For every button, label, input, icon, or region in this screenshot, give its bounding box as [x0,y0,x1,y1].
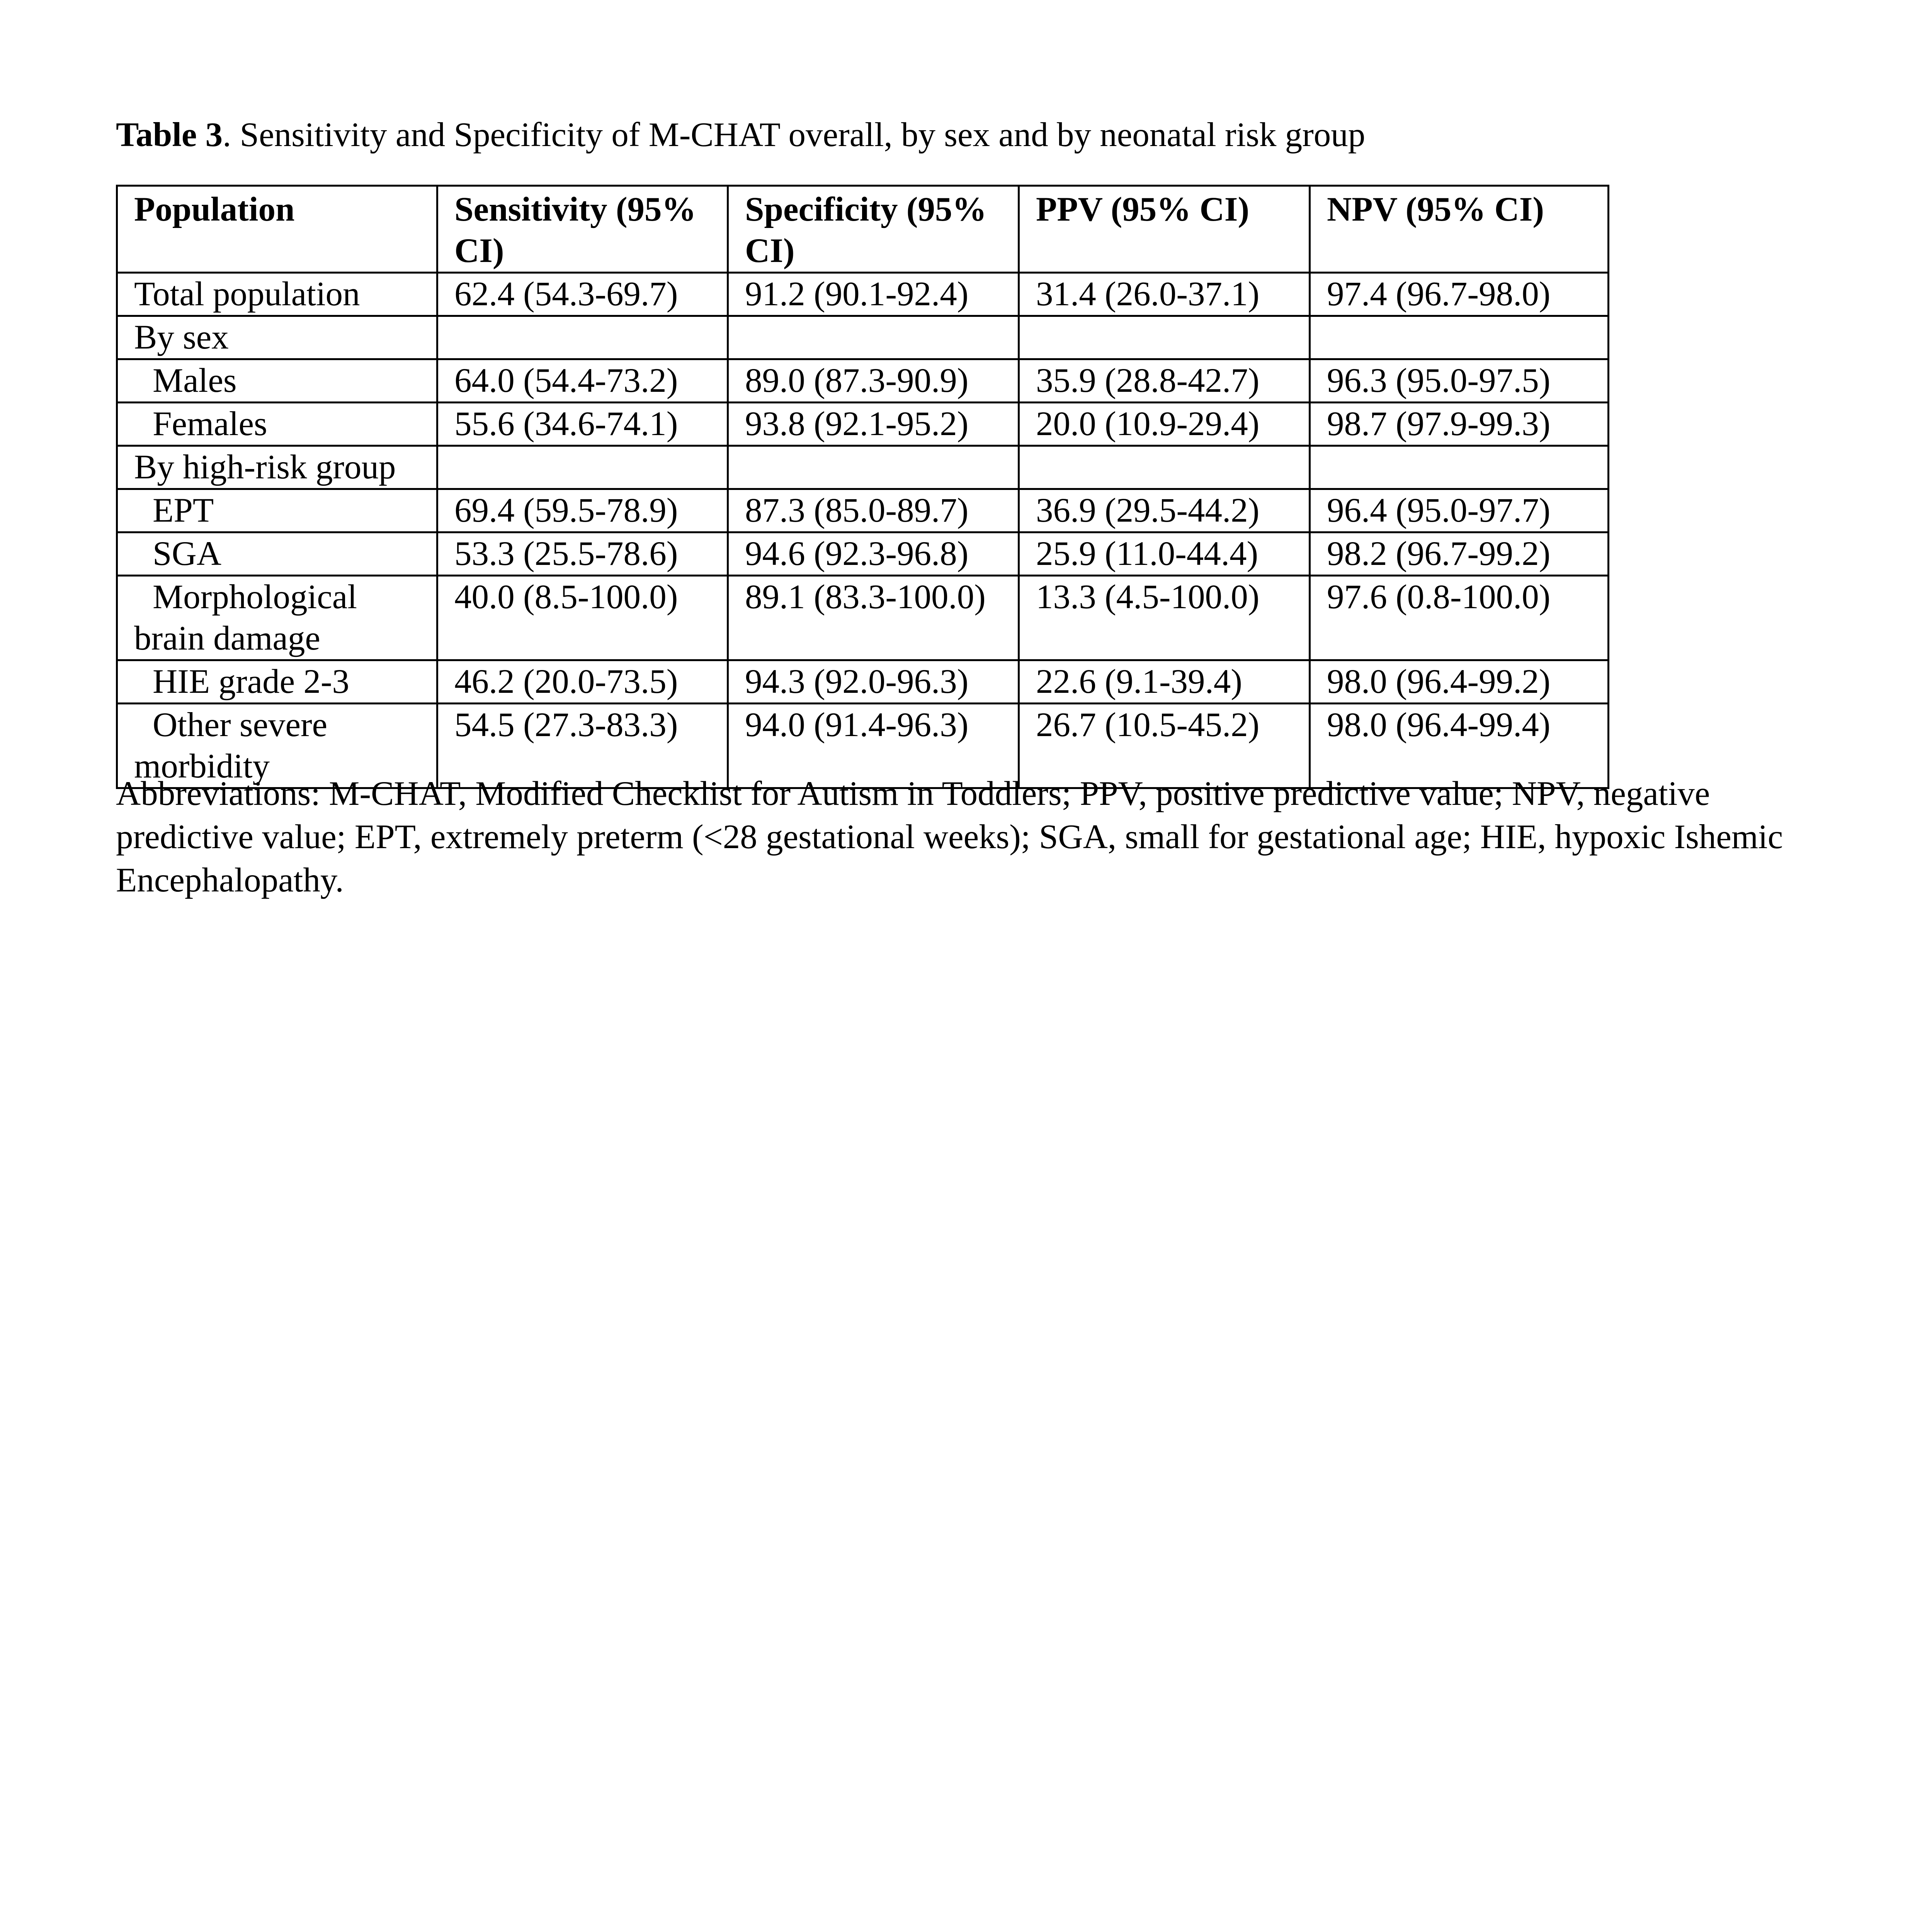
cell-sensitivity: 54.5 (27.3-83.3) [437,704,728,788]
cell-npv: 96.3 (95.0-97.5) [1310,359,1609,403]
cell-ppv: 25.9 (11.0-44.4) [1019,532,1310,576]
table-caption-text: . Sensitivity and Specificity of M-CHAT overall, by sex and by neonatal risk group [223,116,1366,154]
cell-ppv: 26.7 (10.5-45.2) [1019,704,1310,788]
row-label-by-high-risk-group: By high-risk group [117,446,437,489]
cell-specificity: 91.2 (90.1-92.4) [728,273,1019,316]
row-label-males: Males [117,359,437,403]
table-row [117,359,1609,403]
row-label-total-population: Total population [117,273,437,316]
results-table [116,185,1609,789]
row-label-morphological-brain-damage [117,576,437,660]
cell-sensitivity [437,316,728,359]
cell-sensitivity: 64.0 (54.4-73.2) [437,359,728,403]
row-label-females: Females [117,403,437,446]
cell-sensitivity: 62.4 (54.3-69.7) [437,273,728,316]
row-label-line-2: morbidity [134,747,270,785]
cell-npv [1310,316,1609,359]
row-label-ept: EPT [117,489,437,532]
table-caption [116,114,1365,156]
cell-sensitivity: 55.6 (34.6-74.1) [437,403,728,446]
cell-npv: 97.4 (96.7-98.0) [1310,273,1609,316]
row-label-sga: SGA [117,532,437,576]
table-row [117,576,1609,660]
cell-sensitivity: 46.2 (20.0-73.5) [437,660,728,704]
cell-specificity [728,446,1019,489]
cell-ppv: 31.4 (26.0-37.1) [1019,273,1310,316]
row-label-line-2: brain damage [134,619,320,657]
cell-ppv [1019,316,1310,359]
cell-specificity: 87.3 (85.0-89.7) [728,489,1019,532]
header-npv: NPV (95% CI) [1310,186,1609,273]
abbreviations-footnote: Abbreviations: M-CHAT, Modified Checklist for Autism in Toddlers; PPV, positive predictive value; NPV, negative predictive value; EPT, extremely preterm (<28 gestational weeks); SGA, small for gestational age; HIE, hypoxic Ishemic Encephalopathy. [116,775,1783,899]
cell-sensitivity: 53.3 (25.5-78.6) [437,532,728,576]
header-population: Population [117,186,437,273]
cell-specificity: 94.0 (91.4-96.3) [728,704,1019,788]
cell-ppv: 13.3 (4.5-100.0) [1019,576,1310,660]
row-label-line-1: Morphological [153,578,357,616]
table-row [117,446,1609,489]
cell-specificity: 93.8 (92.1-95.2) [728,403,1019,446]
table-row [117,403,1609,446]
table-header-row [117,186,1609,273]
cell-npv: 98.0 (96.4-99.2) [1310,660,1609,704]
cell-ppv [1019,446,1310,489]
cell-ppv: 22.6 (9.1-39.4) [1019,660,1310,704]
cell-npv [1310,446,1609,489]
cell-npv: 96.4 (95.0-97.7) [1310,489,1609,532]
row-label-by-sex: By sex [117,316,437,359]
cell-sensitivity: 40.0 (8.5-100.0) [437,576,728,660]
table-caption-label: Table 3 [116,116,223,154]
table-row [117,532,1609,576]
table-row [117,273,1609,316]
cell-specificity: 94.3 (92.0-96.3) [728,660,1019,704]
table-row [117,660,1609,704]
header-ppv: PPV (95% CI) [1019,186,1310,273]
row-label-hie-grade-2-3: HIE grade 2-3 [117,660,437,704]
cell-sensitivity [437,446,728,489]
cell-npv: 98.0 (96.4-99.4) [1310,704,1609,788]
header-specificity: Specificity (95% CI) [728,186,1019,273]
cell-ppv: 36.9 (29.5-44.2) [1019,489,1310,532]
header-sensitivity: Sensitivity (95% CI) [437,186,728,273]
cell-ppv: 20.0 (10.9-29.4) [1019,403,1310,446]
cell-npv: 98.2 (96.7-99.2) [1310,532,1609,576]
cell-sensitivity: 69.4 (59.5-78.9) [437,489,728,532]
cell-specificity [728,316,1019,359]
row-label-line-1: Other severe [153,706,328,744]
cell-npv: 97.6 (0.8-100.0) [1310,576,1609,660]
cell-specificity: 89.0 (87.3-90.9) [728,359,1019,403]
cell-ppv: 35.9 (28.8-42.7) [1019,359,1310,403]
table-row [117,316,1609,359]
cell-npv: 98.7 (97.9-99.3) [1310,403,1609,446]
cell-specificity: 89.1 (83.3-100.0) [728,576,1019,660]
table-row [117,489,1609,532]
cell-specificity: 94.6 (92.3-96.8) [728,532,1019,576]
